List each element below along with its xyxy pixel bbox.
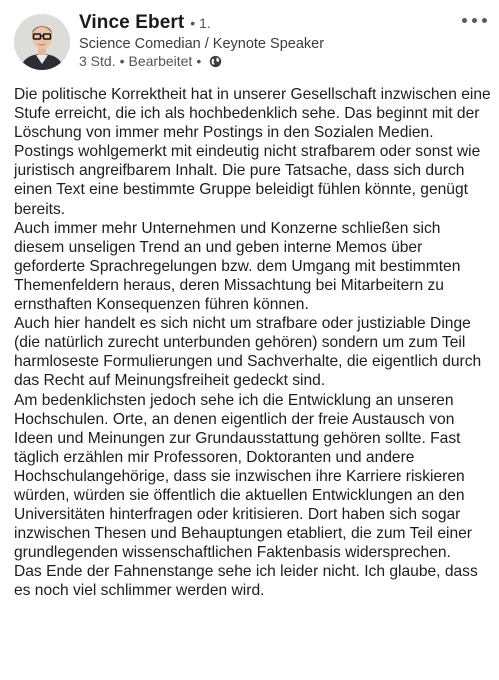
post-meta bbox=[79, 53, 439, 69]
edited-label: Bearbeitet bbox=[128, 53, 193, 69]
meta-separator: • bbox=[119, 53, 125, 69]
post-paragraph: Am bedenklichsten jedoch sehe ich die Entwicklung an unseren Hochschulen. Orte, an denen eigentlich der freie Austausch von Ideen und Meinungen zur Grundausstattung gehören sollte. Fast täglich erzählen mir Professoren, Doktoranten und andere Hochschulangehörige, dass sie inzwischen ihre Karriere riskieren würden, würden sie öffentlich die aktuellen Entwicklungen an den Universitäten hinterfragen oder kritisieren. Dort haben sich sogar inzwischen Thesen und Behauptungen etabliert, die zum Teil einer grundlegenden wissenschaftlichen Faktenbasis widersprechen. bbox=[14, 391, 473, 562]
post-paragraph: Auch hier handelt es sich nicht um strafbare oder justiziable Dinge (die natürlich zurecht unterbunden gehören) sondern um zum Teil harmloseste Formulierungen und Sachverhalte, die eigentlich durch das Recht auf Meinungsfreiheit gedeckt sind. bbox=[14, 315, 482, 390]
post-paragraph: Auch immer mehr Unternehmen und Konzerne schließen sich diesem unseligen Trend an und geben interne Memos über geforderte Sprachregelungen bzw. dem Umgang mit bestimmten Themenfeldern heraus, deren Missachtung bei Mitarbeitern zu ernsthaften Konsequenzen führen können. bbox=[14, 219, 461, 314]
post-paragraph: Das Ende der Fahnenstange sehe ich leider nicht. Ich glaube, dass es noch viel schlimmer werden wird. bbox=[14, 563, 478, 600]
post-time: 3 Std. bbox=[79, 53, 116, 69]
more-options-icon[interactable] bbox=[462, 18, 487, 23]
name-row bbox=[79, 12, 439, 34]
meta-separator: • bbox=[196, 53, 202, 69]
post-paragraph: Die politische Korrektheit hat in unserer Gesellschaft inzwischen eine Stufe erreicht, die ich als hochbedenklich sehe. Das beginnt mit der Löschung von immer mehr Postings in den Sozialen Medien. Postings wohlgemerkt mit eindeutig nicht strafbarem oder sonst wie juristisch angreifbarem Inhalt. Die pure Tatsache, dass sich durch einen Text eine bestimmte Gruppe beleidigt fühlen könnte, genügt bereits. bbox=[14, 86, 491, 218]
menu-dot bbox=[472, 18, 477, 23]
menu-dot bbox=[462, 18, 467, 23]
globe-icon bbox=[209, 55, 222, 68]
author-name[interactable]: Vince Ebert bbox=[79, 12, 185, 33]
post-body bbox=[14, 85, 494, 601]
author-headline: Science Comedian / Keynote Speaker bbox=[79, 36, 325, 52]
avatar[interactable] bbox=[14, 14, 70, 70]
menu-dot bbox=[482, 18, 487, 23]
post-header bbox=[79, 12, 439, 69]
avatar-photo bbox=[14, 14, 70, 70]
connection-degree: • 1. bbox=[190, 15, 211, 31]
